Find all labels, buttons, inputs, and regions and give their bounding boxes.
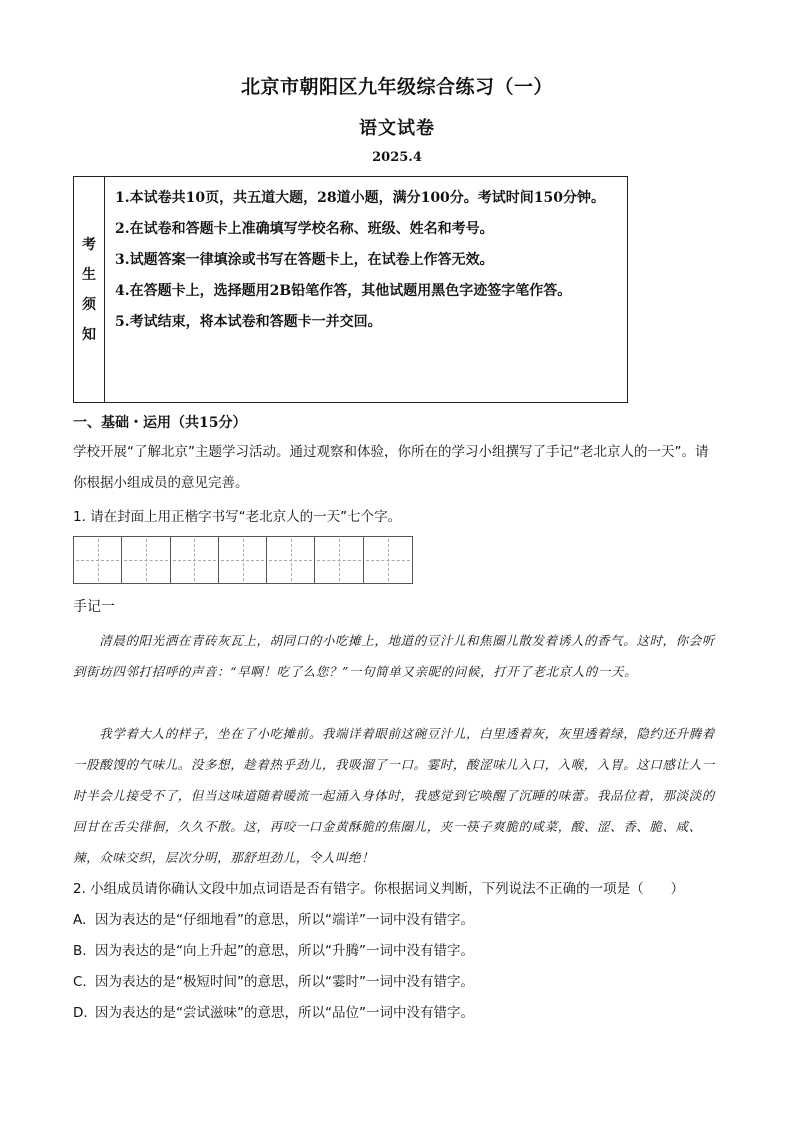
essay-paragraph: 我学着大人的样子，坐在了小吃摊前。我端详着眼前这碗豆汁儿，白里透着灰，灰里透着绿，隐约还升腾着一股酸馊的气味儿。没多想，趁着热乎劲儿，我吸溜了一口。霎时，酸涩味儿入口，入喉，入胃。这口感让人一时半会儿接受不了，但当这味道随着暖流一起涌入身体时，我感觉到它唤醒了沉睡的味蕾。我品位着，那淡淡的回甘在舌尖徘徊，久久不散。这，再咬一口金黄酥脆的焦圈儿，夹一筷子爽脆的咸菜，酸、涩、香、脆、咸、辣，众味交织，层次分明，那舒坦劲儿，令人叫绝！: [73, 726, 715, 865]
instructions-label-char: 生: [82, 266, 96, 283]
instruction-item: 1.本试卷共10页，共五道大题，28道小题，满分100分。考试时间150分钟。: [115, 190, 606, 206]
instructions-label-char: 考: [82, 236, 96, 253]
question-2: 2. 小组成员请你确认文段中加点词语是否有错字。你根据词义判断，下列说法不正确的一项是（ ）: [73, 881, 685, 897]
option-text: 因为表达的是“向上升起”的意思，所以“升腾”一词中没有错字。: [95, 943, 474, 959]
option-letter: D.: [73, 1005, 88, 1021]
exam-subtitle: 语文试卷: [359, 118, 435, 139]
essay-paragraph: 清晨的阳光洒在青砖灰瓦上，胡同口的小吃摊上，地道的豆汁儿和焦圈儿散发着诱人的香气。这时，你会听到街坊四邻打招呼的声音：“早啊！吃了么您？”一句简单又亲昵的问候，打开了老北京人的一天。: [73, 633, 715, 679]
option-letter: A.: [73, 912, 87, 928]
option-a[interactable]: [73, 905, 474, 936]
grid-cell[interactable]: [171, 537, 219, 583]
instruction-item: 3.试题答案一律填涂或书写在答题卡上，在试卷上作答无效。: [115, 252, 494, 268]
exam-title: 北京市朝阳区九年级综合练习（一）: [240, 76, 553, 98]
grid-cell[interactable]: [267, 537, 315, 583]
option-text: 因为表达的是“极短时间”的意思，所以“霎时”一词中没有错字。: [95, 974, 474, 990]
instructions-list: [105, 177, 627, 402]
instruction-item: 4.在答题卡上，选择题用2B铅笔作答，其他试题用黑色字迹签字笔作答。: [115, 283, 572, 299]
instructions-label-char: 知: [82, 326, 96, 343]
option-letter: B.: [73, 943, 87, 959]
note-heading: 手记一: [73, 599, 115, 615]
grid-cell[interactable]: [315, 537, 363, 583]
grid-cell[interactable]: [74, 537, 122, 583]
option-c[interactable]: [73, 967, 474, 998]
option-d[interactable]: [73, 998, 474, 1029]
option-text: 因为表达的是“尝试滋味”的意思，所以“品位”一词中没有错字。: [95, 1005, 474, 1021]
instructions-box: [73, 176, 628, 403]
section-intro: 学校开展“了解北京”主题学习活动。通过观察和体验，你所在的学习小组撰写了手记“老北京人的一天”。请你根据小组成员的意见完善。: [73, 444, 709, 491]
instructions-label: [74, 177, 105, 402]
writing-grid[interactable]: [73, 536, 413, 584]
grid-cell[interactable]: [122, 537, 170, 583]
section-heading: 一、基础・运用（共15分）: [73, 415, 247, 431]
option-b[interactable]: [73, 936, 474, 967]
instruction-item: 5.考试结束，将本试卷和答题卡一并交回。: [115, 314, 382, 330]
question-1: 1. 请在封面上用正楷字书写“老北京人的一天”七个字。: [73, 509, 402, 525]
exam-date: 2025.4: [372, 150, 422, 165]
grid-cell[interactable]: [364, 537, 412, 583]
option-letter: C.: [73, 974, 87, 990]
grid-cell[interactable]: [219, 537, 267, 583]
option-text: 因为表达的是“仔细地看”的意思，所以“端详”一词中没有错字。: [95, 912, 474, 928]
instructions-label-char: 须: [82, 296, 96, 313]
instruction-item: 2.在试卷和答题卡上准确填写学校名称、班级、姓名和考号。: [115, 221, 494, 237]
